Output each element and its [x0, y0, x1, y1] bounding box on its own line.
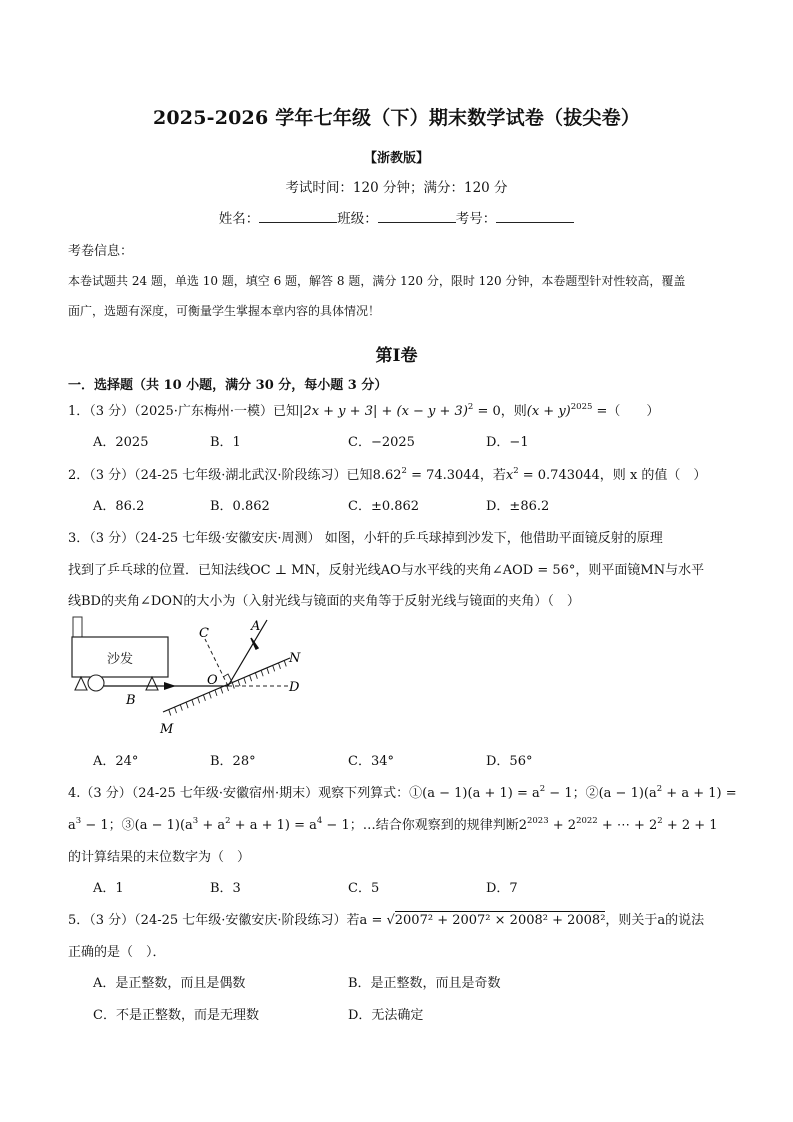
- mirror-hatch-mark: [278, 663, 280, 669]
- mirror-hatch-mark: [203, 695, 205, 701]
- q5-option-d[interactable]: D．无法确定: [348, 1008, 424, 1023]
- mirror-hatch-mark: [198, 697, 200, 703]
- q4-line2-part: − 1；…结合你观察到的规律判断2: [322, 818, 527, 833]
- mirror-hatch-mark: [250, 675, 252, 681]
- section-heading: 一．选择题（共 10 小题，满分 30 分，每小题 3 分）: [68, 378, 388, 393]
- volume-heading: 第Ⅰ卷: [375, 346, 418, 366]
- q4-exp: 2022: [576, 816, 598, 826]
- q5-prefix: （3 分）（24-25 七年级·安徽安庆·阶段练习）若a =: [89, 913, 387, 928]
- q1-option-a[interactable]: A．2025: [93, 435, 149, 450]
- q4-line2-part: + 2 + 1: [662, 818, 718, 833]
- class-label: 班级：: [337, 211, 378, 227]
- q3-number: 3．: [68, 531, 90, 546]
- exam-number-blank[interactable]: [496, 209, 574, 223]
- mirror-reflection-figure: [60, 612, 320, 740]
- sqrt-icon: √: [386, 913, 395, 928]
- q1-option-c[interactable]: C．−2025: [348, 435, 415, 450]
- info-title: 考卷信息：: [68, 244, 134, 259]
- q4-line1a: （3 分）（24-25 七年级·安徽宿州·期末）观察下列算式：①(a − 1)(a + 1) = a: [80, 786, 540, 801]
- label-n: N: [289, 651, 301, 666]
- mirror-hatch-mark: [215, 690, 217, 696]
- q1-exp1: 2: [467, 402, 474, 412]
- q4-exp: 2: [539, 784, 546, 794]
- q4-exp: 2023: [526, 816, 549, 826]
- mirror-hatching: [169, 660, 286, 715]
- mirror-hatch-mark: [175, 707, 177, 713]
- q3-option-c[interactable]: C．34°: [348, 754, 394, 769]
- q5-option-c[interactable]: C．不是正整数，而是无理数: [93, 1008, 259, 1023]
- question-3-line-3: 线BD的夹角∠DON的大小为（入射光线与镜面的夹角等于反射光线与镜面的夹角）（ ）: [68, 594, 580, 609]
- question-3-line-1: [68, 527, 663, 546]
- q4-number: 4.: [68, 786, 81, 801]
- q4-option-a[interactable]: A．1: [93, 881, 124, 896]
- mirror-hatch-mark: [180, 705, 182, 711]
- mirror-hatch-mark: [273, 665, 275, 671]
- q5-option-a[interactable]: A．是正整数，而且是偶数: [93, 976, 246, 991]
- q1-suffix: =（ ）: [592, 404, 660, 419]
- sofa-leg-left: [75, 677, 87, 690]
- label-b: B: [126, 693, 136, 708]
- label-a: A: [251, 619, 261, 634]
- mirror-hatch-mark: [186, 702, 188, 708]
- q1-math: |2x + y + 3| + (x − y + 3): [299, 404, 468, 419]
- class-blank[interactable]: [378, 209, 456, 223]
- q3-option-d[interactable]: D．56°: [486, 754, 533, 769]
- label-o: O: [207, 673, 218, 688]
- q2-option-c[interactable]: C．±0.862: [348, 499, 420, 514]
- q5-option-b[interactable]: B．是正整数，而且是奇数: [348, 976, 501, 991]
- mirror-hatch-mark: [267, 668, 269, 674]
- q4-line1b: − 1；②(a − 1)(a: [545, 786, 657, 801]
- q5-number: 5．: [68, 913, 90, 928]
- question-2: [68, 464, 706, 483]
- mirror-hatch-mark: [284, 660, 286, 666]
- q4-line2-part: + a: [198, 818, 226, 833]
- question-3-line-2: 找到了乒乓球的位置．已知法线OC ⊥ MN，反射光线AO与水平线的夹角∠AOD = 56°，则平面镜MN与水平: [68, 563, 705, 578]
- label-m: M: [160, 722, 174, 737]
- label-d: D: [289, 680, 300, 695]
- q1-prefix: （3 分）（2025·广东梅州·一模）已知: [89, 404, 300, 419]
- q4-option-c[interactable]: C．5: [348, 881, 380, 896]
- q2-exp1: 2: [401, 466, 407, 476]
- incident-arrow: [164, 682, 176, 690]
- q4-exp: 2: [225, 816, 231, 826]
- question-4-line-1: [68, 782, 737, 801]
- name-blank[interactable]: [259, 209, 337, 223]
- q2-prefix: （3 分）（24-25 七年级·湖北武汉·阶段练习）已知: [89, 468, 373, 483]
- q4-line2-part: − 1；③(a − 1)(a: [81, 818, 193, 833]
- q4-exp: 2: [657, 816, 663, 826]
- question-5-line-1: [68, 909, 704, 928]
- q4-exp: 3: [75, 816, 82, 826]
- q5-radicand: 2007² + 2007² × 2008² + 2008²: [394, 913, 606, 928]
- q4-line2-part: + a + 1) = a: [230, 818, 317, 833]
- q3-option-b[interactable]: B．28°: [210, 754, 256, 769]
- q2-option-a[interactable]: A．86.2: [93, 499, 145, 514]
- q4-exp: 4: [316, 816, 323, 826]
- q3-option-a[interactable]: A．24°: [93, 754, 139, 769]
- exam-title: 2025-2026 学年七年级（下）期末数学试卷（拔尖卷）: [152, 107, 641, 129]
- exam-number-label: 考号：: [455, 211, 497, 227]
- q4-option-b[interactable]: B．3: [210, 881, 241, 896]
- q5-suffix: ，则关于a的说法: [605, 913, 705, 928]
- mirror-hatch-mark: [232, 683, 234, 689]
- mirror-hatch-mark: [238, 680, 240, 686]
- question-4-line-3: 的计算结果的末位数字为（ ）: [68, 850, 251, 865]
- q4-line2-part: + ⋯ + 2: [597, 818, 658, 833]
- q1-exp2: 2025: [570, 402, 593, 412]
- edition-label: 【浙教版】: [363, 151, 429, 166]
- label-c: C: [199, 626, 209, 641]
- q4-exp: 3: [192, 816, 199, 826]
- name-label: 姓名：: [218, 211, 260, 227]
- question-5-line-2: 正确的是（ ）．: [68, 945, 166, 960]
- q4-exp: 2: [656, 784, 663, 794]
- sofa-post: [73, 617, 82, 637]
- q3-line1: （3 分）（24-25 七年级·安徽安庆·周测） 如图，小轩的乒乓球掉到沙发下，他借助平面镜反射的原理: [89, 531, 663, 546]
- mirror-hatch-mark: [255, 673, 257, 679]
- mirror-hatch-mark: [209, 692, 211, 698]
- q2-exp2: 2: [513, 466, 519, 476]
- ping-pong-ball: [88, 675, 104, 691]
- mirror-hatch-mark: [244, 678, 246, 684]
- q1-mid: = 0，则: [473, 404, 527, 419]
- sofa-label: 沙发: [106, 652, 134, 667]
- mirror-hatch-mark: [169, 710, 171, 716]
- q4-line2-part: + 2: [548, 818, 577, 833]
- mirror-hatch-mark: [261, 670, 263, 676]
- reflected-arrow: [251, 638, 258, 649]
- q1-number: 1．: [68, 404, 90, 419]
- student-fields: [0, 207, 793, 227]
- exam-meta: 考试时间：120 分钟；满分：120 分: [285, 180, 508, 196]
- q2-mid: = 74.3044，若: [406, 468, 506, 483]
- info-line-2: 面广，选题有深度，可衡量学生掌握本章内容的具体情况！: [68, 304, 381, 318]
- q1-math2: (x + y): [526, 404, 571, 419]
- q2-option-b[interactable]: B．0.862: [210, 499, 270, 514]
- q4-line1c: + a + 1) =: [662, 786, 737, 801]
- q1-option-b[interactable]: B．1: [210, 435, 241, 450]
- mirror-hatch-mark: [221, 687, 223, 693]
- q2-number: 2．: [68, 468, 90, 483]
- q2-option-d[interactable]: D．±86.2: [486, 499, 550, 514]
- q2-math: 8.62: [372, 468, 402, 483]
- sofa-leg-right: [146, 677, 158, 690]
- q2-math2: x: [505, 468, 514, 483]
- q1-option-d[interactable]: D．−1: [486, 435, 529, 450]
- question-1: [68, 400, 659, 419]
- q2-suffix: = 0.743044，则 x 的值（ ）: [518, 468, 707, 483]
- question-4-line-2: [68, 814, 718, 833]
- mirror-hatch-mark: [192, 700, 194, 706]
- q4-line2-part: a: [68, 818, 76, 833]
- info-line-1: 本卷试题共 24 题，单选 10 题，填空 6 题，解答 8 题，满分 120 分，限时 120 分钟，本卷题型针对性较高，覆盖: [68, 274, 686, 288]
- q4-option-d[interactable]: D．7: [486, 881, 518, 896]
